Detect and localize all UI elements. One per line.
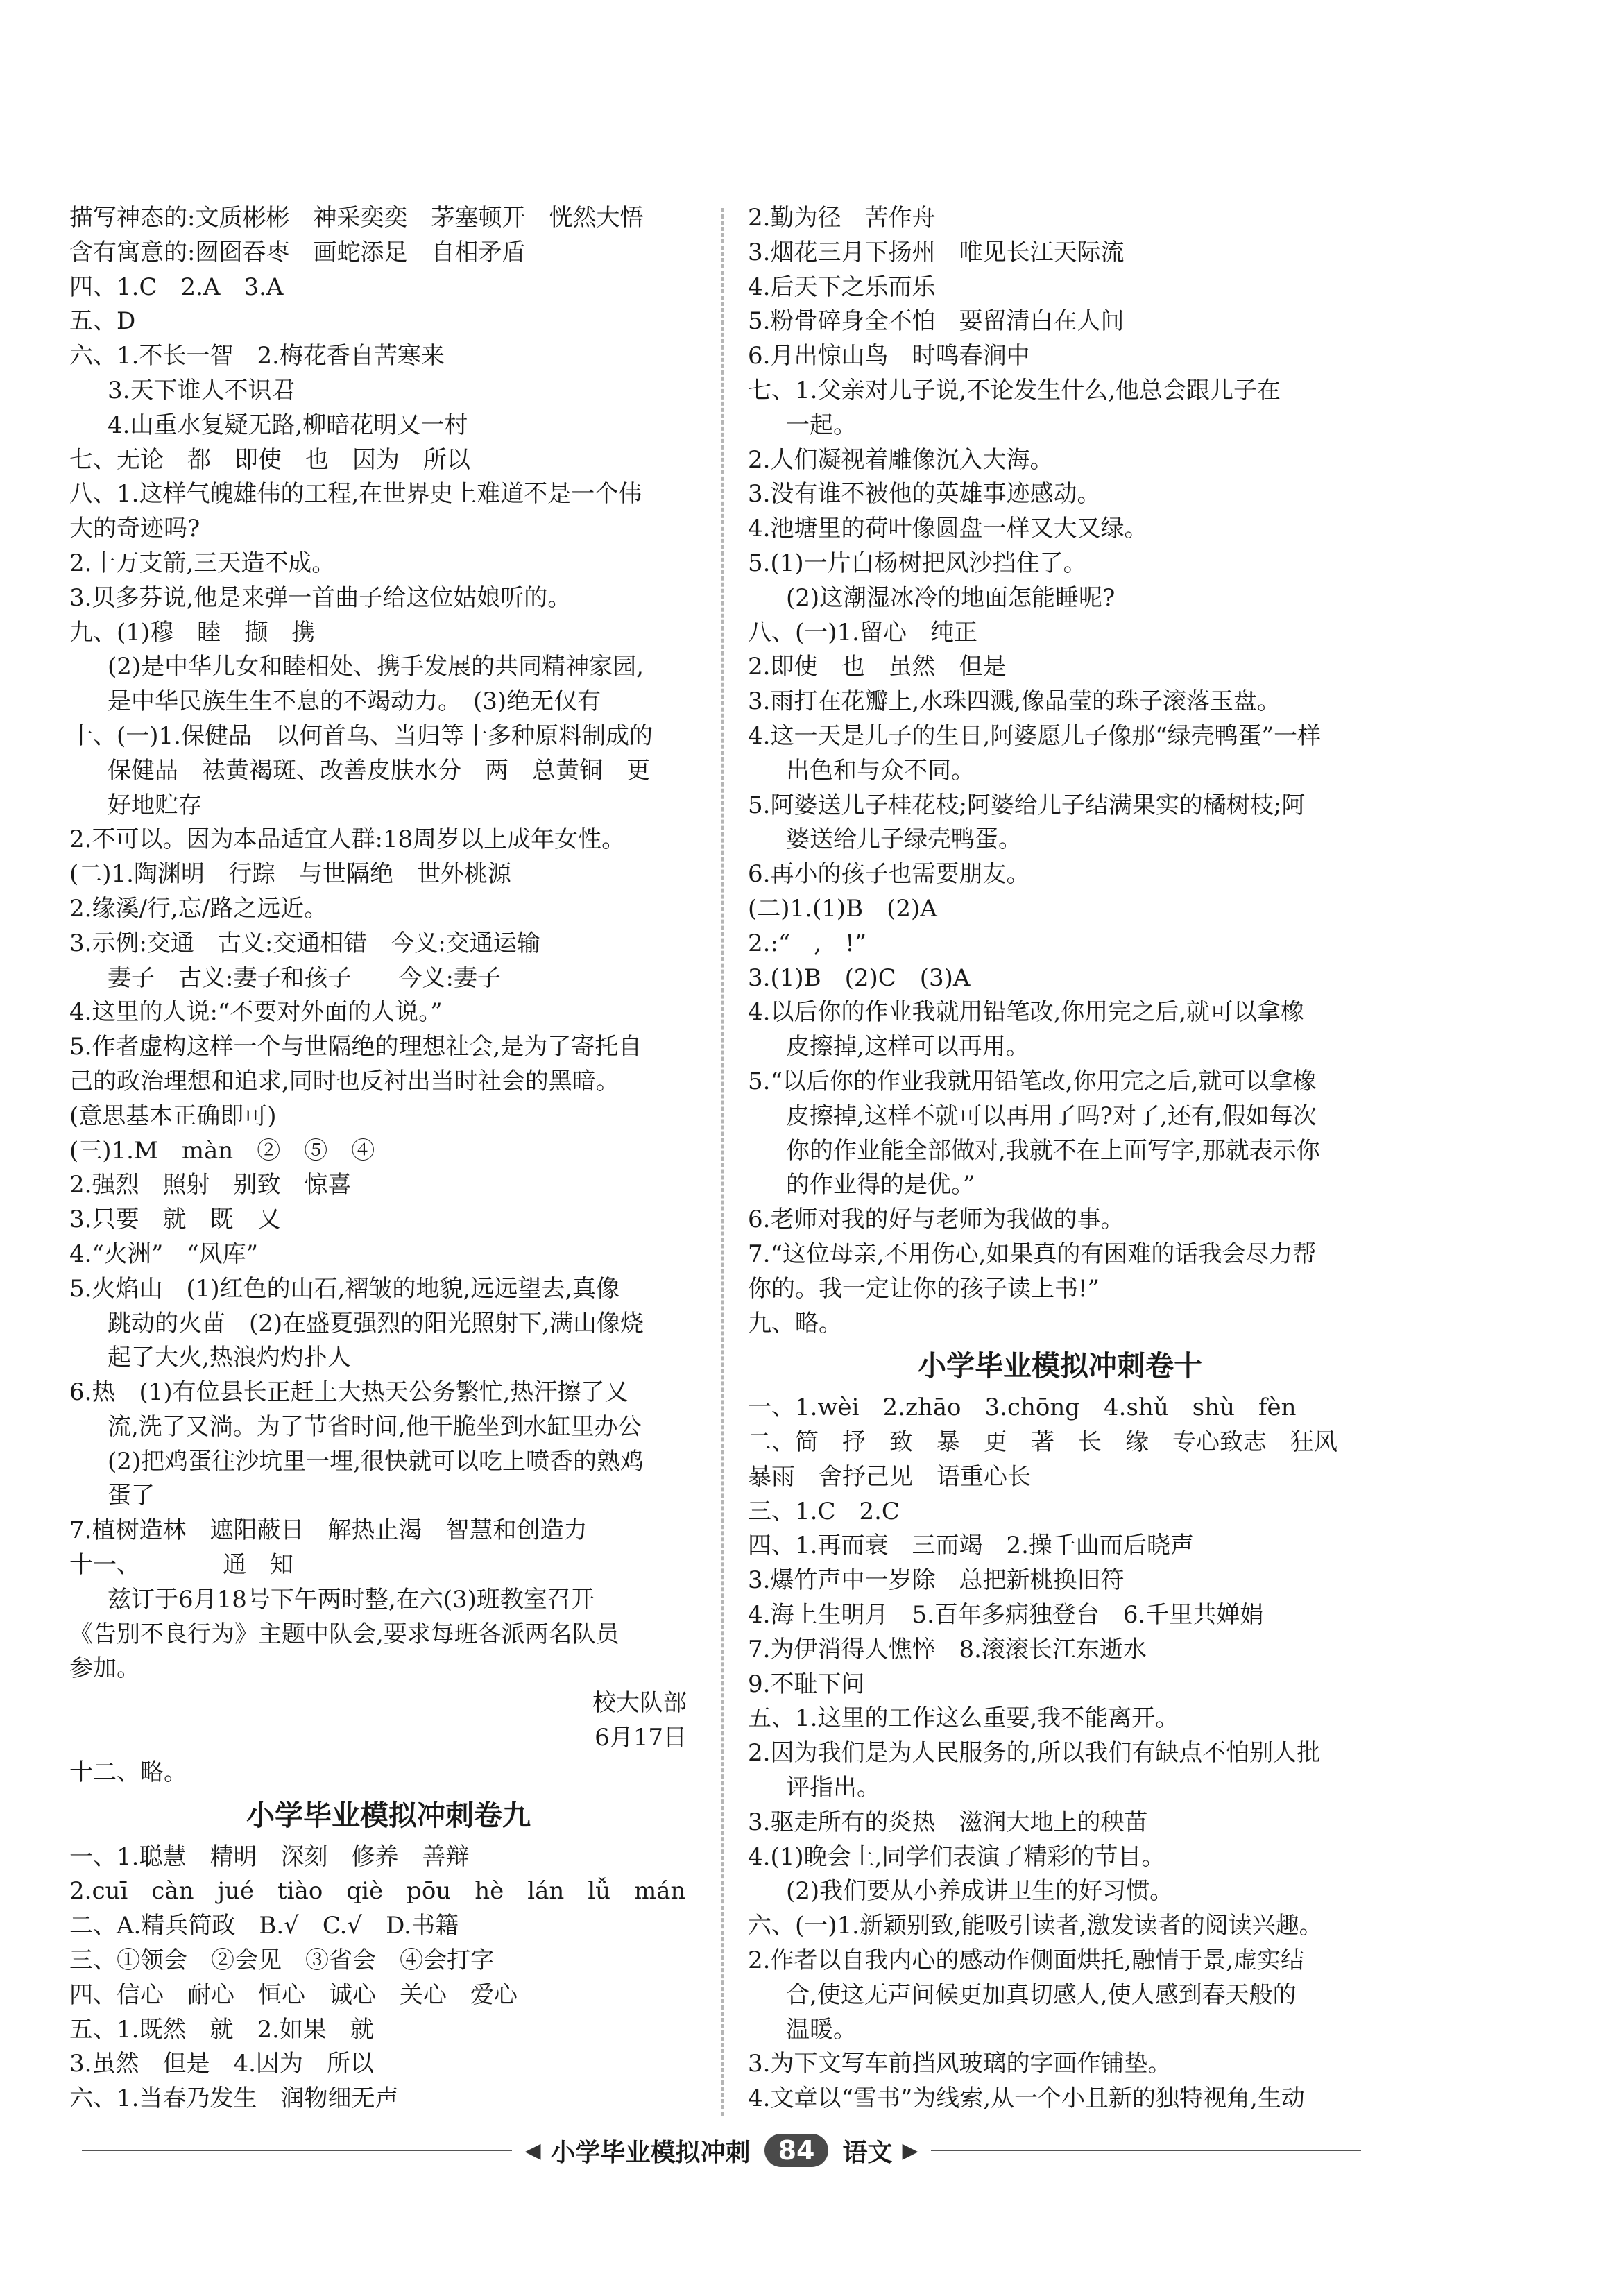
answer-line: 五、D xyxy=(69,307,136,336)
answer-line: 九、略。 xyxy=(748,1309,842,1337)
answer-line: 2.缘溪/行,忘/路之远近。 xyxy=(69,894,328,923)
answer-line: 3.贝多芬说,他是来弹一首曲子给这位姑娘听的。 xyxy=(69,583,572,612)
answer-line: 十一、 通 知 xyxy=(69,1551,293,1580)
footer-rule-left xyxy=(82,2150,512,2151)
answer-line: 你的作业能全部做对,我就不在上面写字,那就表示你 xyxy=(786,1136,1320,1165)
answer-line: 四、1.再而衰 三而竭 2.操千曲而后晓声 xyxy=(748,1532,1194,1560)
answer-line: (2)把鸡蛋往沙坑里一埋,很快就可以吃上喷香的熟鸡 xyxy=(108,1447,644,1475)
answer-line: 五、1.既然 就 2.如果 就 xyxy=(69,2015,374,2044)
answer-line: 七、1.父亲对儿子说,不论发生什么,他总会跟儿子在 xyxy=(748,376,1281,404)
answer-line: (二)1.陶渊明 行踪 与世隔绝 世外桃源 xyxy=(69,860,511,889)
answer-line: 描写神态的:文质彬彬 神采奕奕 茅塞顿开 恍然大悟 xyxy=(69,204,644,232)
column-divider xyxy=(721,208,724,2116)
section-heading: 小学毕业模拟冲刺卷十 xyxy=(918,1349,1202,1383)
answer-line: 4.山重水复疑无路,柳暗花明又一村 xyxy=(108,411,468,439)
answer-line: 六、1.当春乃发生 润物细无声 xyxy=(69,2085,399,2113)
answer-line: 跳动的火苗 (2)在盛夏强烈的阳光照射下,满山像烧 xyxy=(108,1309,644,1337)
answer-line: 5.“以后你的作业我就用铅笔改,你用完之后,就可以拿橡 xyxy=(748,1067,1317,1095)
footer-series-title: 小学毕业模拟冲刺 xyxy=(550,2138,751,2167)
answer-line: 校大队部 xyxy=(592,1689,687,1718)
answer-line: 3.没有谁不被他的英雄事迹感动。 xyxy=(748,480,1101,508)
answer-line: 2.勤为径 苦作舟 xyxy=(748,204,936,232)
answer-line: (2)这潮湿冰冷的地面怎能睡呢? xyxy=(786,583,1116,612)
answer-line: 一、1.wèi 2.zhāo 3.chōng 4.shǔ shù fèn xyxy=(748,1394,1297,1422)
answer-line: 4.以后你的作业我就用铅笔改,你用完之后,就可以拿橡 xyxy=(748,998,1305,1027)
answer-line: 温暖。 xyxy=(786,2015,857,2044)
answer-line: 2.因为我们是为人民服务的,所以我们有缺点不怕别人批 xyxy=(748,1739,1321,1767)
answer-line: 含有寓意的:囫囵吞枣 画蛇添足 自相矛盾 xyxy=(69,238,526,266)
answer-line: 5.(1)一片白杨树把风沙挡住了。 xyxy=(748,549,1087,577)
answer-line: 三、1.C 2.C xyxy=(748,1497,900,1525)
answer-line: 3.只要 就 既 又 xyxy=(69,1206,281,1234)
answer-line: 七、无论 都 即使 也 因为 所以 xyxy=(69,445,470,474)
answer-line: 一、1.聪慧 精明 深刻 修养 善辩 xyxy=(69,1842,470,1871)
answer-line: 9.不耻下问 xyxy=(748,1670,865,1698)
answer-line: 4.池塘里的荷叶像圆盘一样又大又绿。 xyxy=(748,515,1148,543)
answer-line: 3.示例:交通 古义:交通相错 今义:交通运输 xyxy=(69,929,540,957)
answer-line: 6.热 (1)有位县长正赶上大热天公务繁忙,热汗擦了又 xyxy=(69,1378,629,1407)
answer-line: 2.不可以。因为本品适宜人群:18周岁以上成年女性。 xyxy=(69,825,626,854)
answer-line: 八、(一)1.留心 纯正 xyxy=(748,618,977,647)
answer-line: 2.十万支箭,三天造不成。 xyxy=(69,549,336,577)
answer-line: 你的。我一定让你的孩子读上书!” xyxy=(748,1274,1100,1303)
answer-line: 6.再小的孩子也需要朋友。 xyxy=(748,860,1030,889)
answer-line: 5.粉骨碎身全不怕 要留清白在人间 xyxy=(748,307,1125,336)
answer-line: 5.作者虚构这样一个与世隔绝的理想社会,是为了寄托自 xyxy=(69,1033,642,1061)
answer-line: 《告别不良行为》主题中队会,要求每班各派两名队员 xyxy=(69,1620,619,1648)
answer-line: 2.作者以自我内心的感动作侧面烘托,融情于景,虚实结 xyxy=(748,1946,1305,1975)
section-heading: 小学毕业模拟冲刺卷九 xyxy=(246,1798,531,1832)
answer-line: 2.:“ , !” xyxy=(748,929,867,957)
page-footer xyxy=(69,2126,1374,2175)
answer-line: 好地贮存 xyxy=(108,791,202,819)
answer-line: 3.雨打在花瓣上,水珠四溅,像晶莹的珠子滚落玉盘。 xyxy=(748,687,1281,716)
answer-line: 4.这一天是儿子的生日,阿婆愿儿子像那“绿壳鸭蛋”一样 xyxy=(748,721,1322,750)
answer-line: 2.即使 也 虽然 但是 xyxy=(748,653,1007,681)
left-arrow-icon: ◀ xyxy=(524,2138,541,2163)
answer-line: 十、(一)1.保健品 以何首乌、当归等十多种原料制成的 xyxy=(69,721,653,750)
answer-line: 暴雨 舍抒己见 语重心长 xyxy=(748,1462,1031,1491)
answer-line: 妻子 古义:妻子和孩子 今义:妻子 xyxy=(108,964,501,992)
answer-line: 六、(一)1.新颖别致,能吸引读者,激发读者的阅读兴趣。 xyxy=(748,1912,1323,1940)
answer-line: 3.虽然 但是 4.因为 所以 xyxy=(69,2050,374,2078)
answer-line: 3.爆竹声中一岁除 总把新桃换旧符 xyxy=(748,1566,1125,1595)
answer-line: 6.老师对我的好与老师为我做的事。 xyxy=(748,1206,1125,1234)
answer-line: 三、①领会 ②会见 ③省会 ④会打字 xyxy=(69,1946,494,1975)
answer-line: 二、简 抒 致 暴 更 著 长 缘 专心致志 狂风 xyxy=(748,1428,1337,1457)
answer-line: 7.为伊消得人憔悴 8.滚滚长江东逝水 xyxy=(748,1635,1147,1663)
answer-line: 4.海上生明月 5.百年多病独登台 6.千里共婵娟 xyxy=(748,1601,1264,1629)
answer-line: (三)1.M màn ② ⑤ ④ xyxy=(69,1136,375,1165)
answer-line: 出色和与众不同。 xyxy=(786,756,975,785)
answer-line: 的作业得的是优。” xyxy=(786,1171,975,1199)
answer-line: 十二、略。 xyxy=(69,1758,187,1786)
answer-line: 己的政治理想和追求,同时也反衬出当时社会的黑暗。 xyxy=(69,1067,619,1095)
answer-line: 2.人们凝视着雕像沉入大海。 xyxy=(748,445,1054,474)
answer-line: 九、(1)穆 睦 撷 携 xyxy=(69,618,316,647)
answer-line: 评指出。 xyxy=(786,1774,880,1802)
answer-line: 四、信心 耐心 恒心 诚心 关心 爱心 xyxy=(69,1980,518,2009)
answer-line: 4.(1)晚会上,同学们表演了精彩的节目。 xyxy=(748,1842,1165,1871)
answer-line: 3.天下谁人不识君 xyxy=(108,376,296,404)
answer-line: 保健品 祛黄褐斑、改善皮肤水分 两 总黄铜 更 xyxy=(108,756,650,785)
answer-line: 2.cuī càn jué tiào qiè pōu hè lán lǚ mán xyxy=(69,1877,686,1906)
answer-line: 7.植树造林 遮阳蔽日 解热止渴 智慧和创造力 xyxy=(69,1516,588,1545)
answer-line: 八、1.这样气魄雄伟的工程,在世界史上难道不是一个伟 xyxy=(69,480,642,508)
answer-line: 参加。 xyxy=(69,1654,140,1683)
page-number: 84 xyxy=(764,2134,829,2167)
answer-line: 3.(1)B (2)C (3)A xyxy=(748,964,971,992)
answer-line: 6月17日 xyxy=(595,1724,687,1752)
answer-line: 大的奇迹吗? xyxy=(69,515,200,543)
answer-line: 蛋了 xyxy=(108,1482,155,1510)
answer-line: 3.烟花三月下扬州 唯见长江天际流 xyxy=(748,238,1125,266)
answer-line: 4.后天下之乐而乐 xyxy=(748,273,936,301)
answer-line: (二)1.(1)B (2)A xyxy=(748,894,937,923)
answer-line: 是中华民族生生不息的不竭动力。 (3)绝无仅有 xyxy=(108,687,601,716)
right-column xyxy=(748,201,1372,2116)
answer-line: 二、A.精兵简政 B.√ C.√ D.书籍 xyxy=(69,1912,459,1940)
answer-line: (2)我们要从小养成讲卫生的好习惯。 xyxy=(786,1877,1174,1906)
answer-line: 5.阿婆送儿子桂花枝;阿婆给儿子结满果实的橘树枝;阿 xyxy=(748,791,1306,819)
answer-line: 6.月出惊山鸟 时鸣春涧中 xyxy=(748,342,1030,370)
answer-line: 六、1.不长一智 2.梅花香自苦寒来 xyxy=(69,342,445,370)
answer-line: 兹订于6月18号下午两时整,在六(3)班教室召开 xyxy=(108,1585,595,1613)
answer-line: 5.火焰山 (1)红色的山石,褶皱的地貌,远远望去,真像 xyxy=(69,1274,620,1303)
answer-line: 皮擦掉,这样不就可以再用了吗?对了,还有,假如每次 xyxy=(786,1102,1317,1130)
answer-line: 五、1.这里的工作这么重要,我不能离开。 xyxy=(748,1704,1179,1733)
answer-line: 3.驱走所有的炎热 滋润大地上的秧苗 xyxy=(748,1808,1148,1836)
answer-line: 起了大火,热浪灼灼扑人 xyxy=(108,1344,351,1372)
answer-line: (2)是中华儿女和睦相处、携手发展的共同精神家园, xyxy=(108,653,644,681)
answer-line: 7.“这位母亲,不用伤心,如果真的有困难的话我会尽力帮 xyxy=(748,1240,1317,1268)
answer-line: 4.这里的人说:“不要对外面的人说。” xyxy=(69,998,443,1027)
answer-line: 流,洗了又淌。为了节省时间,他干脆坐到水缸里办公 xyxy=(108,1412,642,1441)
answer-line: 婆送给儿子绿壳鸭蛋。 xyxy=(786,825,1022,854)
answer-line: 2.强烈 照射 别致 惊喜 xyxy=(69,1171,352,1199)
answer-line: 3.为下文写车前挡风玻璃的字画作铺垫。 xyxy=(748,2050,1172,2078)
right-arrow-icon: ▶ xyxy=(902,2138,918,2163)
answer-line: 四、1.C 2.A 3.A xyxy=(69,273,284,301)
footer-rule-right xyxy=(931,2150,1361,2151)
answer-line: 皮擦掉,这样可以再用。 xyxy=(786,1033,1029,1061)
left-column xyxy=(69,201,708,2116)
answer-line: 合,使这无声问候更加真切感人,使人感到春天般的 xyxy=(786,1980,1297,2009)
footer-subject: 语文 xyxy=(842,2138,893,2167)
answer-line: 一起。 xyxy=(786,411,857,439)
answer-line: 4.文章以“雪书”为线索,从一个小且新的独特视角,生动 xyxy=(748,2085,1305,2113)
answer-line: (意思基本正确即可) xyxy=(69,1102,277,1130)
answer-line: 4.“火洲” “风库” xyxy=(69,1240,258,1268)
